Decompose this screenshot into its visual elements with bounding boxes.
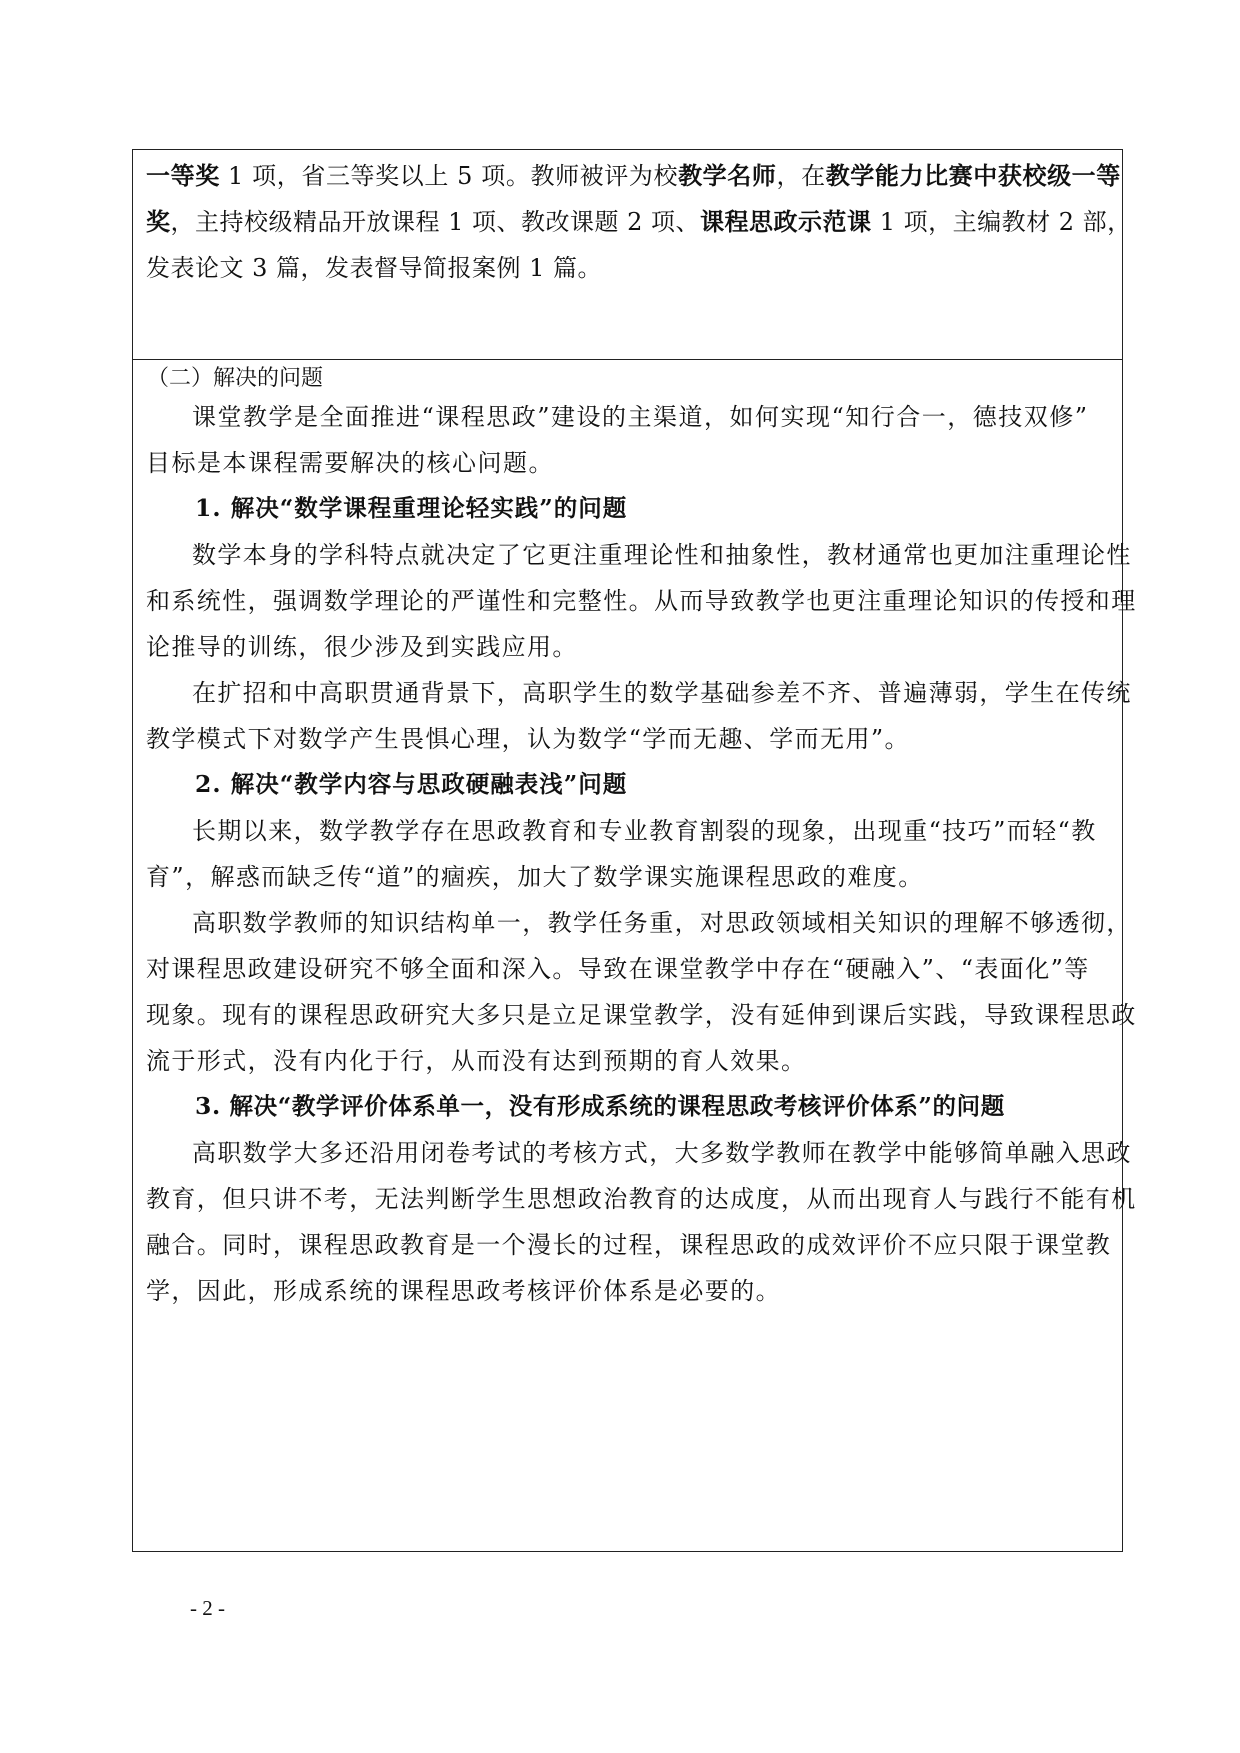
problem-2-line: 长期以来，数学教学存在思政教育和专业教育割裂的现象，出现重“技巧”而轻“教 — [192, 817, 1097, 845]
intro-line: 课堂教学是全面推进“课程思政”建设的主渠道，如何实现“知行合一，德技双修” — [192, 403, 1089, 431]
problem-3-line: 教育，但只讲不考，无法判断学生思想政治教育的达成度，从而出现育人与践行不能有机 — [146, 1185, 1137, 1213]
problem-1-line: 数学本身的学科特点就决定了它更注重理论性和抽象性，教材通常也更加注重理论性 — [192, 541, 1132, 569]
problem-1-heading: 1. 解决“数学课程重理论轻实践”的问题 — [195, 494, 628, 522]
achievements-line-3: 发表论文 3 篇，发表督导简报案例 1 篇。 — [146, 254, 603, 282]
intro-line: 目标是本课程需要解决的核心问题。 — [146, 449, 554, 477]
problem-2-line: 对课程思政建设研究不够全面和深入。导致在课堂教学中存在“硬融入”、“表面化”等 — [146, 955, 1090, 983]
problem-2-line: 育”，解惑而缺乏传“道”的痼疾，加大了数学课实施课程思政的难度。 — [146, 863, 924, 891]
achievements-cell — [132, 149, 1132, 360]
problem-3-line: 高职数学大多还沿用闭卷考试的考核方式，大多数学教师在教学中能够简单融入思政 — [192, 1139, 1132, 1167]
problem-1-line: 教学模式下对数学产生畏惧心理，认为数学“学而无趣、学而无用”。 — [146, 725, 910, 753]
problem-3-line: 融合。同时，课程思政教育是一个漫长的过程，课程思政的成效评价不应只限于课堂教 — [146, 1231, 1112, 1259]
section-title: （二）解决的问题 — [147, 366, 324, 391]
problem-3-heading: 3. 解决“教学评价体系单一，没有形成系统的课程思政考核评价体系”的问题 — [195, 1092, 1005, 1120]
problem-1-line: 和系统性，强调数学理论的严谨性和完整性。从而导致教学也更注重理论知识的传授和理 — [146, 587, 1137, 615]
page-number: - 2 - — [190, 1596, 225, 1620]
problem-2-line: 高职数学教师的知识结构单一，教学任务重，对思政领域相关知识的理解不够透彻， — [192, 909, 1132, 937]
problem-3-line: 学，因此，形成系统的课程思政考核评价体系是必要的。 — [146, 1277, 781, 1305]
problem-2-line: 现象。现有的课程思政研究大多只是立足课堂教学，没有延伸到课后实践，导致课程思政 — [146, 1001, 1137, 1029]
problem-1-line: 论推导的训练，很少涉及到实践应用。 — [146, 633, 578, 661]
achievements-line-1: 一等奖 1 项，省三等奖以上 5 项。教师被评为校教学名师，在教学能力比赛中获校级一等 — [146, 161, 1121, 190]
problems-cell — [132, 359, 1137, 1552]
problem-1-line: 在扩招和中高职贯通背景下，高职学生的数学基础参差不齐、普遍薄弱，学生在传统 — [192, 679, 1132, 707]
problem-2-line: 流于形式，没有内化于行，从而没有达到预期的育人效果。 — [146, 1047, 807, 1075]
achievements-line-2: 奖，主持校级精品开放课程 1 项、教改课题 2 项、课程思政示范课 1 项，主编教材 2 部， — [146, 207, 1132, 236]
problem-2-heading: 2. 解决“教学内容与思政硬融表浅”问题 — [195, 770, 628, 798]
